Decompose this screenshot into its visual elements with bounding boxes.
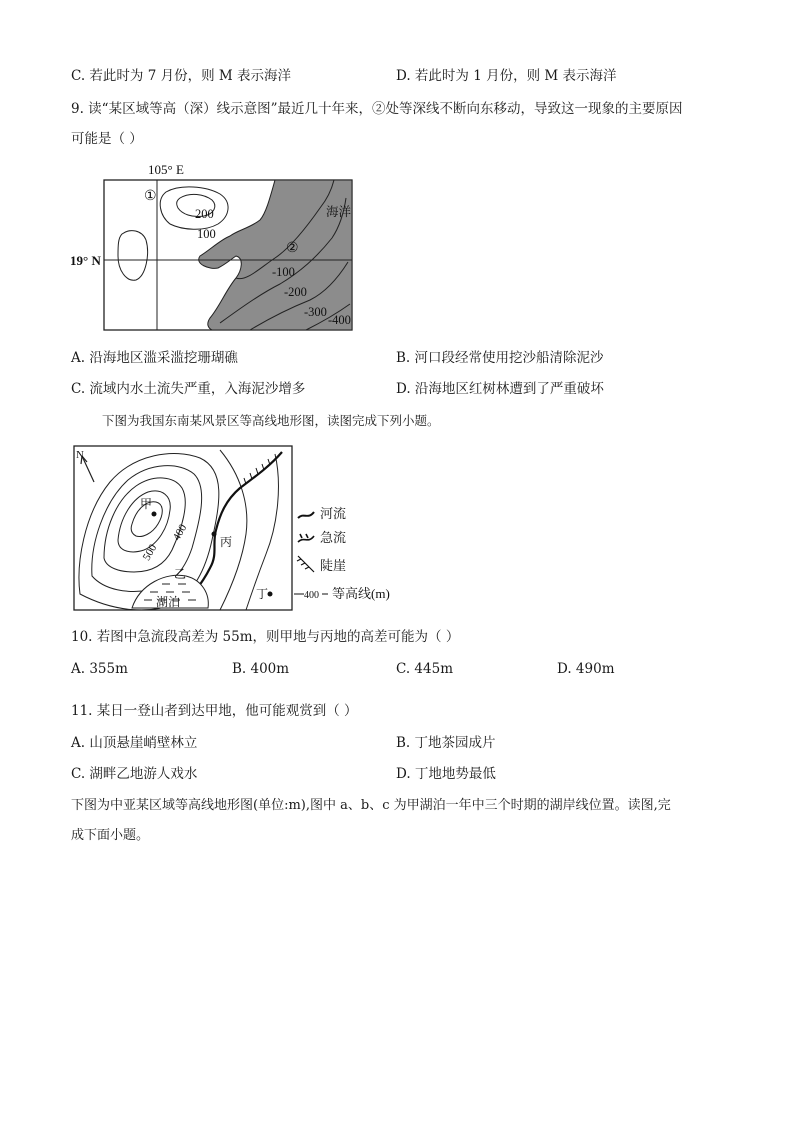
label-yi: 乙: [174, 567, 187, 581]
legend-river-symbol: [298, 512, 314, 518]
q11-option-a: A. 山顶悬崖峭壁林立: [71, 735, 198, 751]
next-intro-line2: 成下面小题。: [71, 828, 150, 843]
contour-label-minus-100: -100: [272, 265, 295, 279]
ocean-label: 海洋: [326, 205, 352, 219]
contour-label-100: 100: [197, 227, 216, 241]
q11-option-b: B. 丁地茶园成片: [396, 735, 496, 751]
label-400: 400: [170, 522, 190, 543]
legend-rapids-symbol: [298, 534, 314, 542]
q9-stem-line2: 可能是（ ）: [71, 131, 143, 147]
point-bing: [212, 532, 217, 537]
q9-option-c: C. 流域内水土流失严重，入海泥沙增多: [71, 381, 306, 397]
q11-option-d: D. 丁地地势最低: [396, 766, 496, 782]
q10-option-a: A. 355m: [71, 661, 128, 677]
q10-stem: 10. 若图中急流段高差为 55m，则甲地与丙地的高差可能为（ ）: [71, 629, 460, 645]
scenic-contour-map: [70, 444, 410, 616]
q10-option-d: D. 490m: [557, 661, 615, 677]
legend-contour: 等高线(m): [332, 586, 390, 601]
legend-cliff: 陡崖: [320, 558, 347, 573]
legend-contour-value: 400: [304, 590, 319, 601]
q11-option-c: C. 湖畔乙地游人戏水: [71, 766, 198, 782]
next-intro-line1: 下图为中亚某区域等高线地形图(单位:m),图中 a、b、c 为甲湖泊一年中三个时期的湖岸线位置。读图,完: [71, 798, 671, 813]
lat-label: 19° N: [70, 253, 101, 268]
contour-label-200: 200: [195, 207, 214, 221]
legend-rapids: 急流: [320, 530, 347, 545]
label-ding: 丁: [256, 587, 269, 601]
q9-option-b: B. 河口段经常使用挖沙船清除泥沙: [396, 350, 604, 366]
label-500: 500: [140, 542, 160, 563]
legend-river: 河流: [320, 506, 347, 521]
north-label: N: [76, 449, 84, 461]
q9-contour-map: [70, 158, 360, 336]
point-jia: [152, 512, 157, 517]
legend-cliff-symbol: [297, 556, 314, 572]
q9-stem-line1: 9. 读“某区域等高（深）线示意图”最近几十年来，②处等深线不断向东移动，导致这一现象的主要原因: [71, 101, 683, 117]
contour-label-minus-200: -200: [284, 285, 307, 299]
q10-option-c: C. 445m: [396, 661, 453, 677]
q9-option-d: D. 沿海地区红树林遭到了严重破坏: [396, 381, 604, 397]
lon-label: 105° E: [148, 162, 184, 177]
marker-2: ②: [286, 241, 299, 256]
q11-stem: 11. 某日一登山者到达甲地，他可能观赏到（ ）: [71, 703, 358, 719]
q8-option-c: C. 若此时为 7 月份，则 M 表示海洋: [71, 68, 292, 84]
q10-option-b: B. 400m: [232, 661, 290, 677]
marker-1: ①: [144, 189, 157, 204]
q9-option-a: A. 沿海地区滥采滥挖珊瑚礁: [71, 350, 238, 366]
contour-label-minus-400: -400: [328, 313, 351, 327]
label-lake: 湖泊: [156, 595, 181, 609]
contour-label-minus-300: -300: [304, 305, 327, 319]
group-intro: 下图为我国东南某风景区等高线地形图，读图完成下列小题。: [102, 413, 440, 428]
label-bing: 丙: [220, 535, 233, 549]
label-jia: 甲: [140, 497, 153, 511]
q8-option-d: D. 若此时为 1 月份，则 M 表示海洋: [396, 68, 617, 84]
point-ding: [268, 592, 273, 597]
